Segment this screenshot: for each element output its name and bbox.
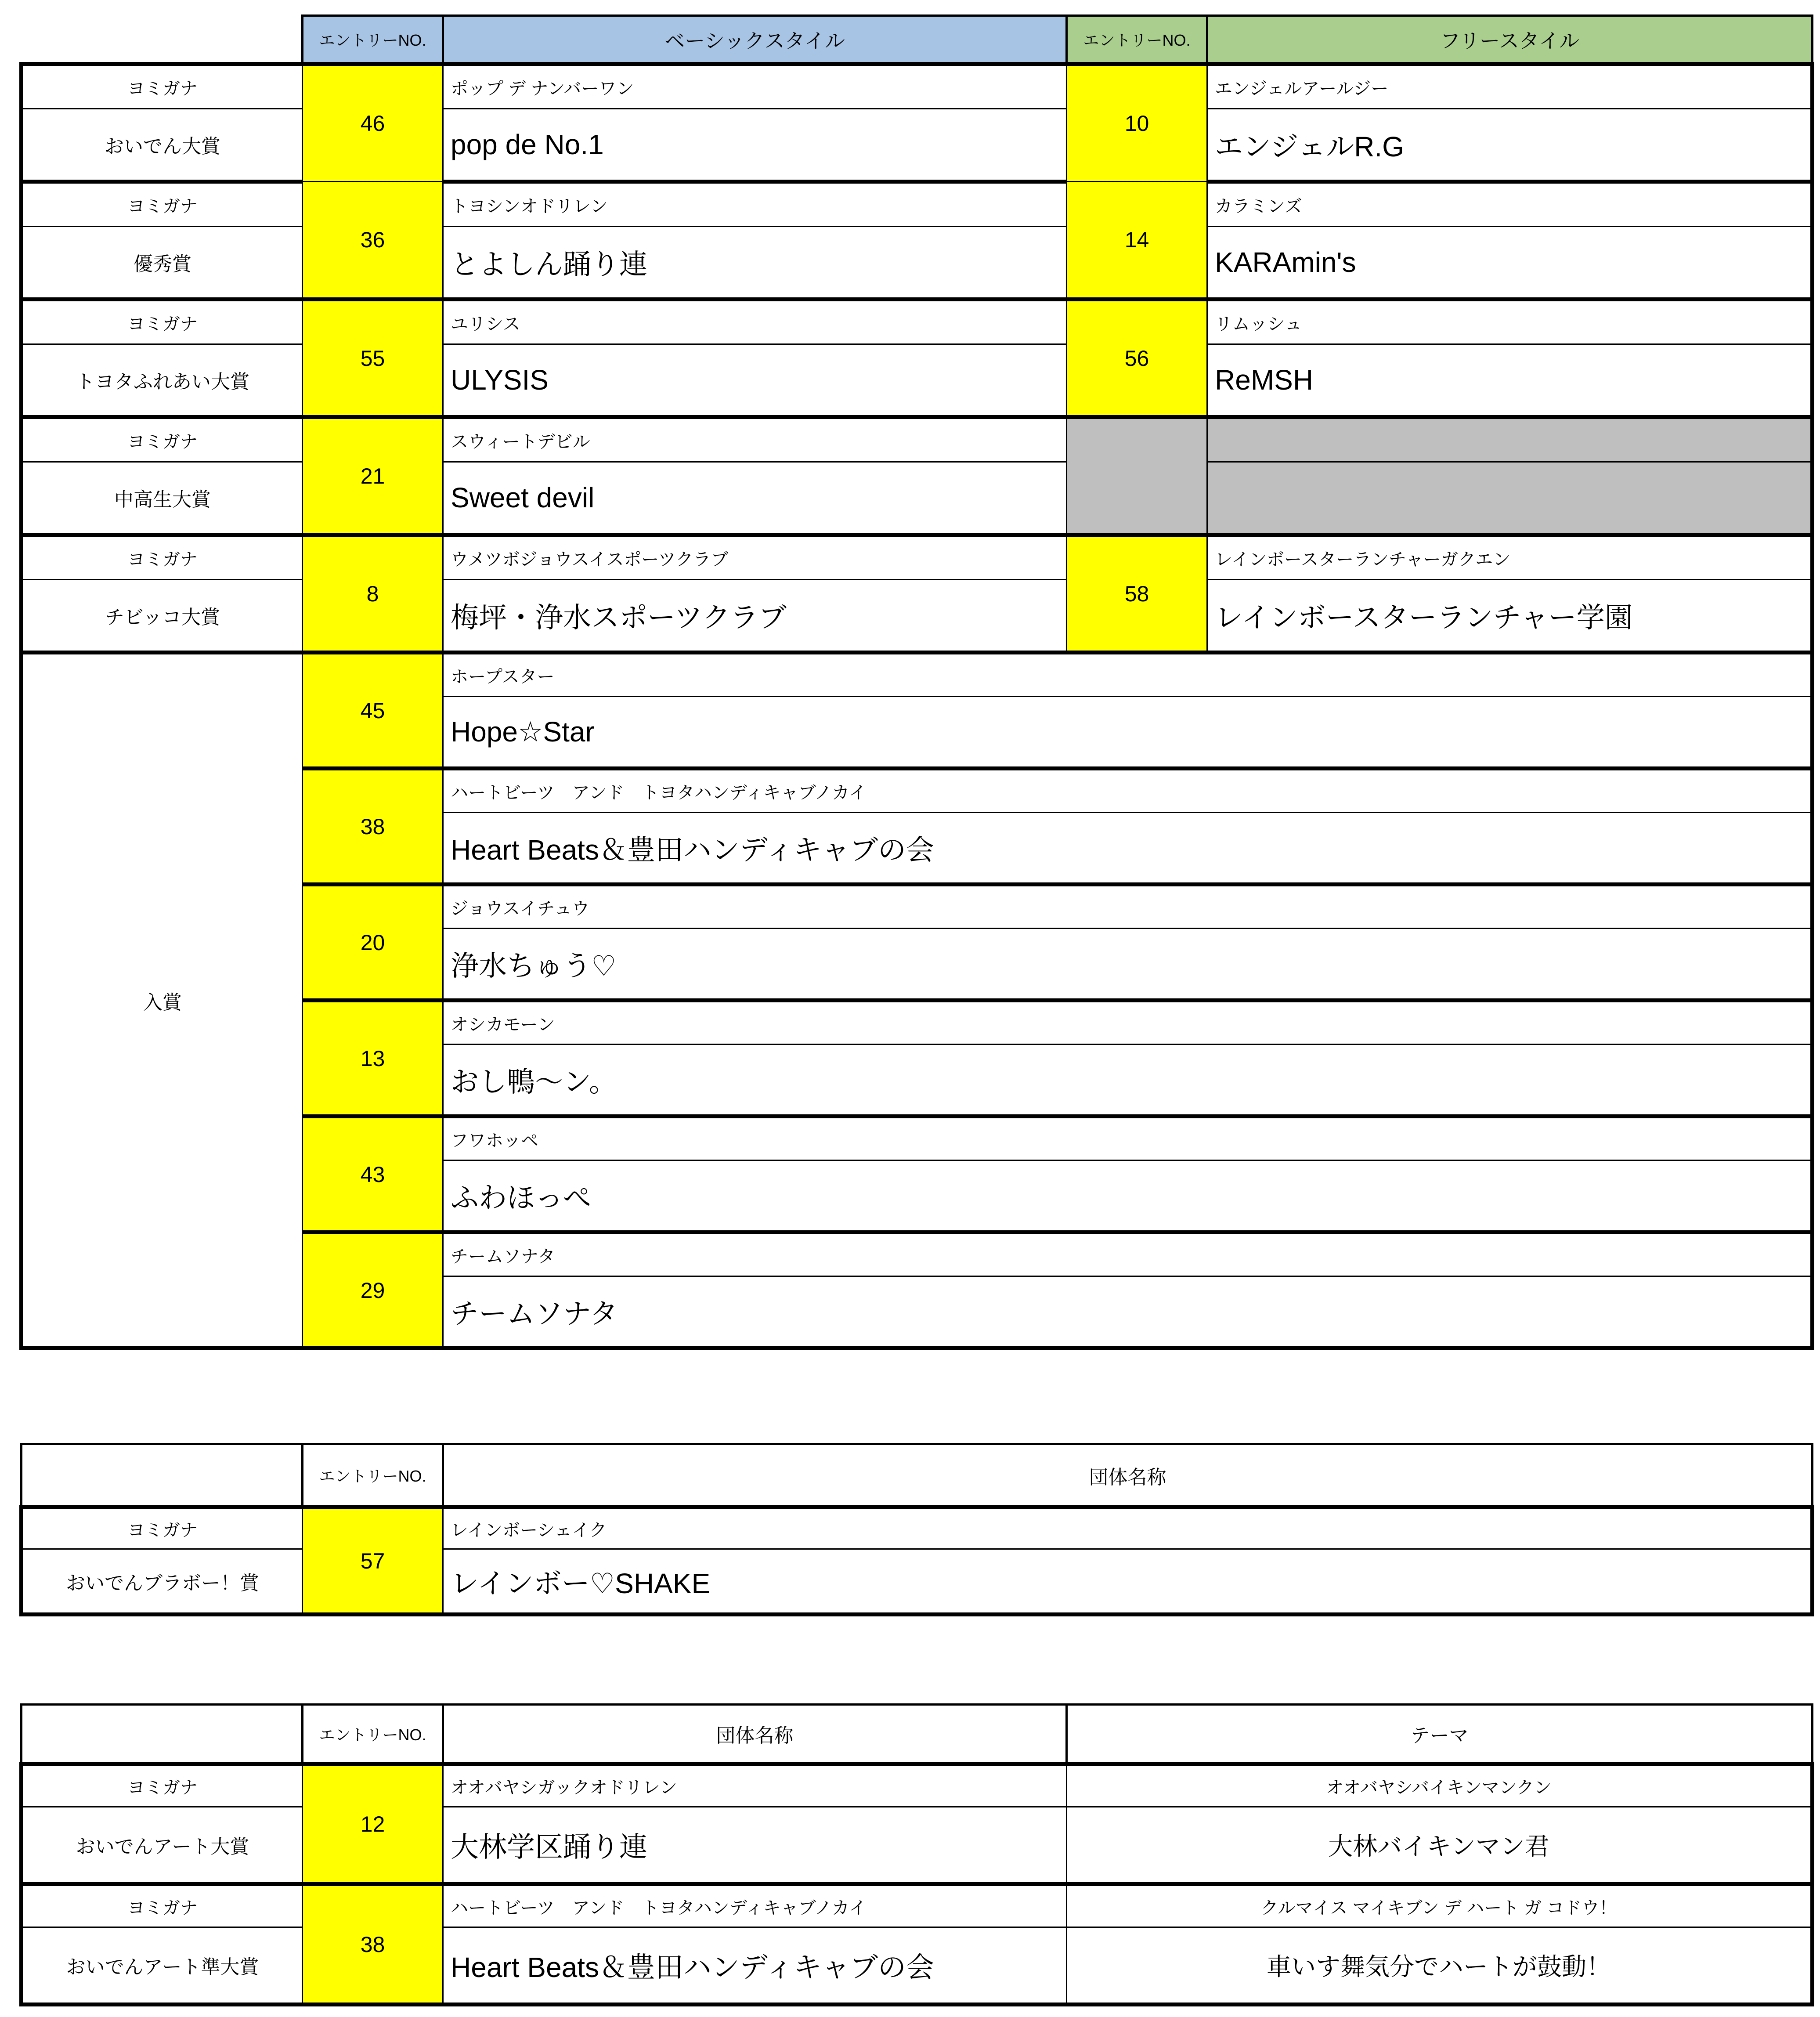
entry-no: 29 (303, 1233, 443, 1348)
team-kana: トヨシンオドリレン (443, 182, 1067, 227)
theme-header: テーマ (1067, 1705, 1813, 1764)
team-kana: スウィートデビル (443, 417, 1067, 462)
team-name: ULYSIS (443, 344, 1067, 417)
award-name: チビッコ大賞 (22, 580, 303, 653)
entry-no: 38 (303, 1884, 443, 2005)
entry-no: 8 (303, 535, 443, 653)
entry-no: 36 (303, 182, 443, 300)
yomigana-label: ヨミガナ (22, 300, 303, 344)
entry-no: 55 (303, 300, 443, 417)
team-kana: リムッシュ (1207, 300, 1813, 344)
team-kana: レインボースターランチャーガクエン (1207, 535, 1813, 580)
team-kana: チームソナタ (443, 1233, 1813, 1276)
team-kana: レインボーシェイク (443, 1507, 1813, 1549)
org-name-header: 団体名称 (443, 1444, 1813, 1507)
entry-no: 20 (303, 885, 443, 1001)
team-name: pop de No.1 (443, 109, 1067, 182)
team-name: Sweet devil (443, 462, 1067, 535)
empty-gray-entry-cell (1067, 417, 1207, 535)
team-name: 大林学区踊り連 (443, 1807, 1067, 1884)
theme-kana: オオバヤシバイキンマンクン (1067, 1764, 1813, 1807)
team-name: Heart Beats＆豊田ハンディキャブの会 (443, 813, 1813, 885)
empty-gray-cell (1207, 417, 1813, 462)
entry-no: 14 (1067, 182, 1207, 300)
team-name: チームソナタ (443, 1276, 1813, 1348)
yomigana-label: ヨミガナ (22, 182, 303, 227)
entry-no-header-basic: エントリーNO. (303, 16, 443, 64)
award-name: おいでんアート大賞 (22, 1807, 303, 1884)
team-name: おし鴨～ン。 (443, 1045, 1813, 1117)
team-name: ふわほっぺ (443, 1160, 1813, 1233)
entry-no: 12 (303, 1764, 443, 1884)
award-name: 優秀賞 (22, 227, 303, 300)
free-style-header: フリースタイル (1207, 16, 1813, 64)
award-name: おいでん大賞 (22, 109, 303, 182)
team-kana: ホープスター (443, 653, 1813, 697)
team-kana: オオバヤシガックオドリレン (443, 1764, 1067, 1807)
corner-blank-cell (22, 1705, 303, 1764)
entry-no: 58 (1067, 535, 1207, 653)
team-kana: カラミンズ (1207, 182, 1813, 227)
team-kana: ウメツボジョウスイスポーツクラブ (443, 535, 1067, 580)
entry-no: 57 (303, 1507, 443, 1615)
theme-name: 車いす舞気分でハートが鼓動！ (1067, 1927, 1813, 2005)
yomigana-label: ヨミガナ (22, 1764, 303, 1807)
entry-no: 46 (303, 64, 443, 182)
nyusho-award-label: 入賞 (22, 653, 303, 1348)
entry-no: 45 (303, 653, 443, 769)
award-name: 中高生大賞 (22, 462, 303, 535)
award-name: おいでんアート準大賞 (22, 1927, 303, 2005)
style-results-table (19, 14, 1814, 1350)
yomigana-label: ヨミガナ (22, 1884, 303, 1927)
entry-no: 56 (1067, 300, 1207, 417)
team-name: Heart Beats＆豊田ハンディキャブの会 (443, 1927, 1067, 2005)
corner-blank-cell (22, 16, 303, 64)
team-kana: ハートビーツ アンド トヨタハンディキャブノカイ (443, 1884, 1067, 1927)
basic-style-header: ベーシックスタイル (443, 16, 1067, 64)
team-kana: フワホッペ (443, 1117, 1813, 1160)
theme-kana: クルマイス マイキブン デ ハート ガ コドウ！ (1067, 1884, 1813, 1927)
org-name-header: 団体名称 (443, 1705, 1067, 1764)
empty-gray-cell (1207, 462, 1813, 535)
team-kana: ユリシス (443, 300, 1067, 344)
team-kana: オシカモーン (443, 1001, 1813, 1045)
entry-no: 21 (303, 417, 443, 535)
team-name: レインボースターランチャー学園 (1207, 580, 1813, 653)
entry-no: 38 (303, 769, 443, 885)
team-name: 梅坪・浄水スポーツクラブ (443, 580, 1067, 653)
team-kana: エンジェルアールジー (1207, 64, 1813, 109)
entry-no: 43 (303, 1117, 443, 1233)
yomigana-label: ヨミガナ (22, 417, 303, 462)
team-name: レインボー♡SHAKE (443, 1549, 1813, 1615)
yomigana-label: ヨミガナ (22, 64, 303, 109)
entry-no: 13 (303, 1001, 443, 1117)
corner-blank-cell (22, 1444, 303, 1507)
team-name: ReMSH (1207, 344, 1813, 417)
team-name: Hope☆Star (443, 697, 1813, 769)
bravo-award-table (19, 1443, 1814, 1616)
yomigana-label: ヨミガナ (22, 1507, 303, 1549)
entry-no-header: エントリーNO. (303, 1444, 443, 1507)
team-kana: ハートビーツ アンド トヨタハンディキャブノカイ (443, 769, 1813, 813)
award-name: おいでんブラボー！賞 (22, 1549, 303, 1615)
award-name: トヨタふれあい大賞 (22, 344, 303, 417)
entry-no-header-free: エントリーNO. (1067, 16, 1207, 64)
theme-name: 大林バイキンマン君 (1067, 1807, 1813, 1884)
entry-no: 10 (1067, 64, 1207, 182)
art-award-table (19, 1703, 1814, 2006)
team-name: KARAmin's (1207, 227, 1813, 300)
yomigana-label: ヨミガナ (22, 535, 303, 580)
team-kana: ポップ デ ナンバーワン (443, 64, 1067, 109)
team-kana: ジョウスイチュウ (443, 885, 1813, 929)
entry-no-header: エントリーNO. (303, 1705, 443, 1764)
team-name: 浄水ちゅう♡ (443, 929, 1813, 1001)
team-name: エンジェルR.G (1207, 109, 1813, 182)
team-name: とよしん踊り連 (443, 227, 1067, 300)
